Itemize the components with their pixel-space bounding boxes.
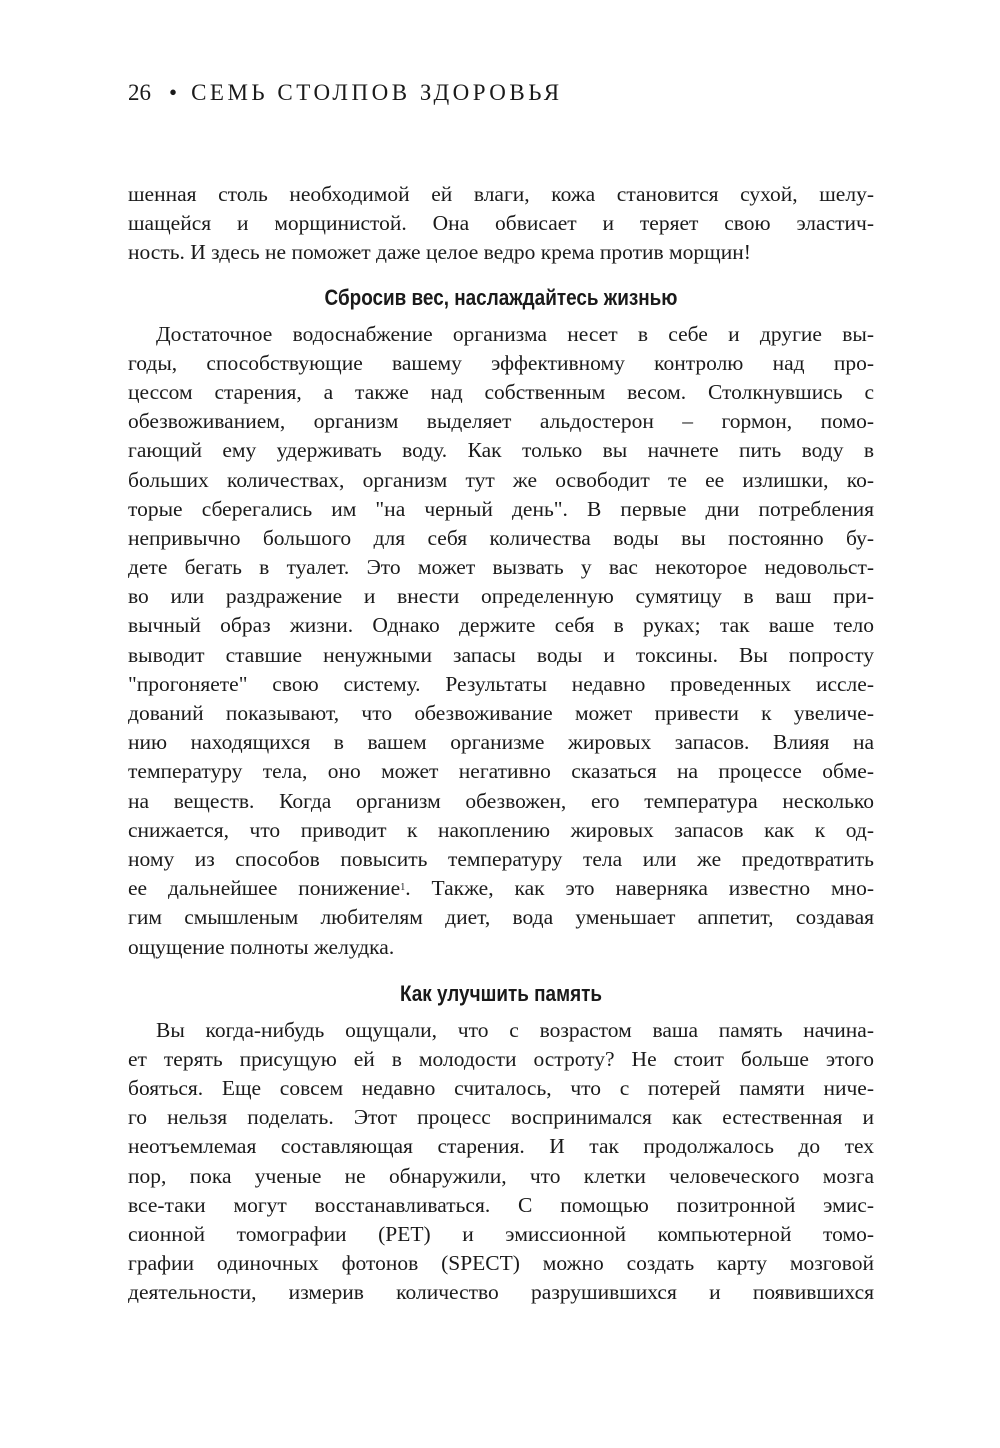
text-line: нию находящихся в вашем организме жировых запасов. Влияя на (128, 730, 874, 755)
text-line: "прогоняете" свою систему. Результаты недавно проведенных иссле- (128, 671, 874, 696)
text-line: бояться. Еще совсем недавно считалось, что с потерей памяти ниче- (128, 1076, 874, 1101)
text-line: выводит ставшие ненужными запасы воды и токсины. Вы попросту (128, 642, 874, 667)
text-line: графии одиночных фотонов (SPECT) можно создать карту мозговой (128, 1251, 874, 1276)
footnote-line-before: ее дальнейшее понижение (128, 876, 401, 901)
body-text (128, 180, 874, 1308)
text-line: сионной томографии (PET) и эмиссионной компьютерной томо- (128, 1222, 874, 1246)
text-line-with-footnote (128, 874, 874, 903)
text-line: на веществ. Когда организм обезвожен, его температура несколько (128, 788, 874, 813)
text-line: дований показывают, что обезвоживание может привести к увеличе- (128, 701, 874, 725)
text-line: годы, способствующие вашему эффективному контролю над про- (128, 350, 874, 375)
intro-paragraph (128, 180, 874, 268)
page-number: 26 (128, 80, 151, 105)
text-line: все-таки могут восстанавливаться. С помощью позитронной эмис- (128, 1192, 874, 1217)
text-line: температуру тела, оно может негативно сказаться на процессе обме- (128, 759, 874, 784)
text-line: гим смышленым любителям диет, вода уменьшает аппетит, создавая (128, 905, 874, 930)
text-line: шащейся и морщинистой. Она обвисает и теряет свою эластич- (128, 211, 874, 236)
text-line: вычный образ жизни. Однако держите себя в руках; так ваше тело (128, 613, 874, 638)
text-line: Достаточное водоснабжение организма несет в себе и другие вы- (156, 321, 874, 346)
text-line: дете бегать в туалет. Это может вызвать у вас некоторое недовольст- (128, 555, 874, 580)
footnote-marker[interactable]: 1 (400, 882, 406, 894)
running-head-separator: • (169, 80, 178, 105)
text-line: непривычно большого для себя количества воды вы постоянно бу- (128, 525, 874, 550)
text-line: гающий ему удерживать воду. Как только вы начнете пить воду в (128, 438, 874, 463)
text-line: обезвоживанием, организм выделяет альдостерон – гормон, помо- (128, 409, 874, 434)
text-line: го нельзя поделать. Этот процесс воспринимался как естественная и (128, 1105, 874, 1130)
text-line: ощущение полноты желудка. (128, 934, 395, 959)
text-line: во или раздражение и внести определенную сумятицу в ваш при- (128, 584, 874, 609)
text-line: цессом старения, а также над собственным весом. Столкнувшись с (128, 379, 874, 404)
book-page (128, 78, 874, 1308)
running-head (128, 78, 874, 108)
footnote-line-after: . Также, как это наверняка известно мно- (405, 876, 874, 901)
text-line: шенная столь необходимой ей влаги, кожа становится сухой, шелу- (128, 182, 874, 206)
text-line: больших количествах, организм тут же освободит те ее излишки, ко- (128, 467, 874, 492)
text-line: пор, пока ученые не обнаружили, что клетки человеческого мозга (128, 1163, 874, 1188)
text-line: ет терять присущую ей в молодости остроту? Не стоит больше этого (128, 1046, 874, 1071)
text-line: торые сберегались им "на черный день". В первые дни потребления (128, 496, 874, 521)
weight-paragraph (128, 320, 874, 962)
memory-paragraph (128, 1016, 874, 1308)
text-line: снижается, что приводит к накоплению жировых запасов как к од- (128, 817, 874, 842)
book-title: СЕМЬ СТОЛПОВ ЗДОРОВЬЯ (191, 80, 563, 105)
text-line: деятельности, измерив количество разрушившихся и появившихся (128, 1280, 874, 1305)
section-heading-weight: Сбросив вес, наслаждайтесь жизнью (324, 284, 678, 310)
text-line: неотъемлемая составляющая старения. И так продолжалось до тех (128, 1134, 874, 1159)
text-line: ному из способов повысить температуру тела или же предотвратить (128, 846, 874, 871)
text-line: ность. И здесь не поможет даже целое ведро крема против морщин! (128, 240, 751, 265)
section-heading-memory: Как улучшить память (399, 980, 603, 1006)
text-line: Вы когда-нибудь ощущали, что с возрастом ваша память начина- (156, 1017, 874, 1042)
